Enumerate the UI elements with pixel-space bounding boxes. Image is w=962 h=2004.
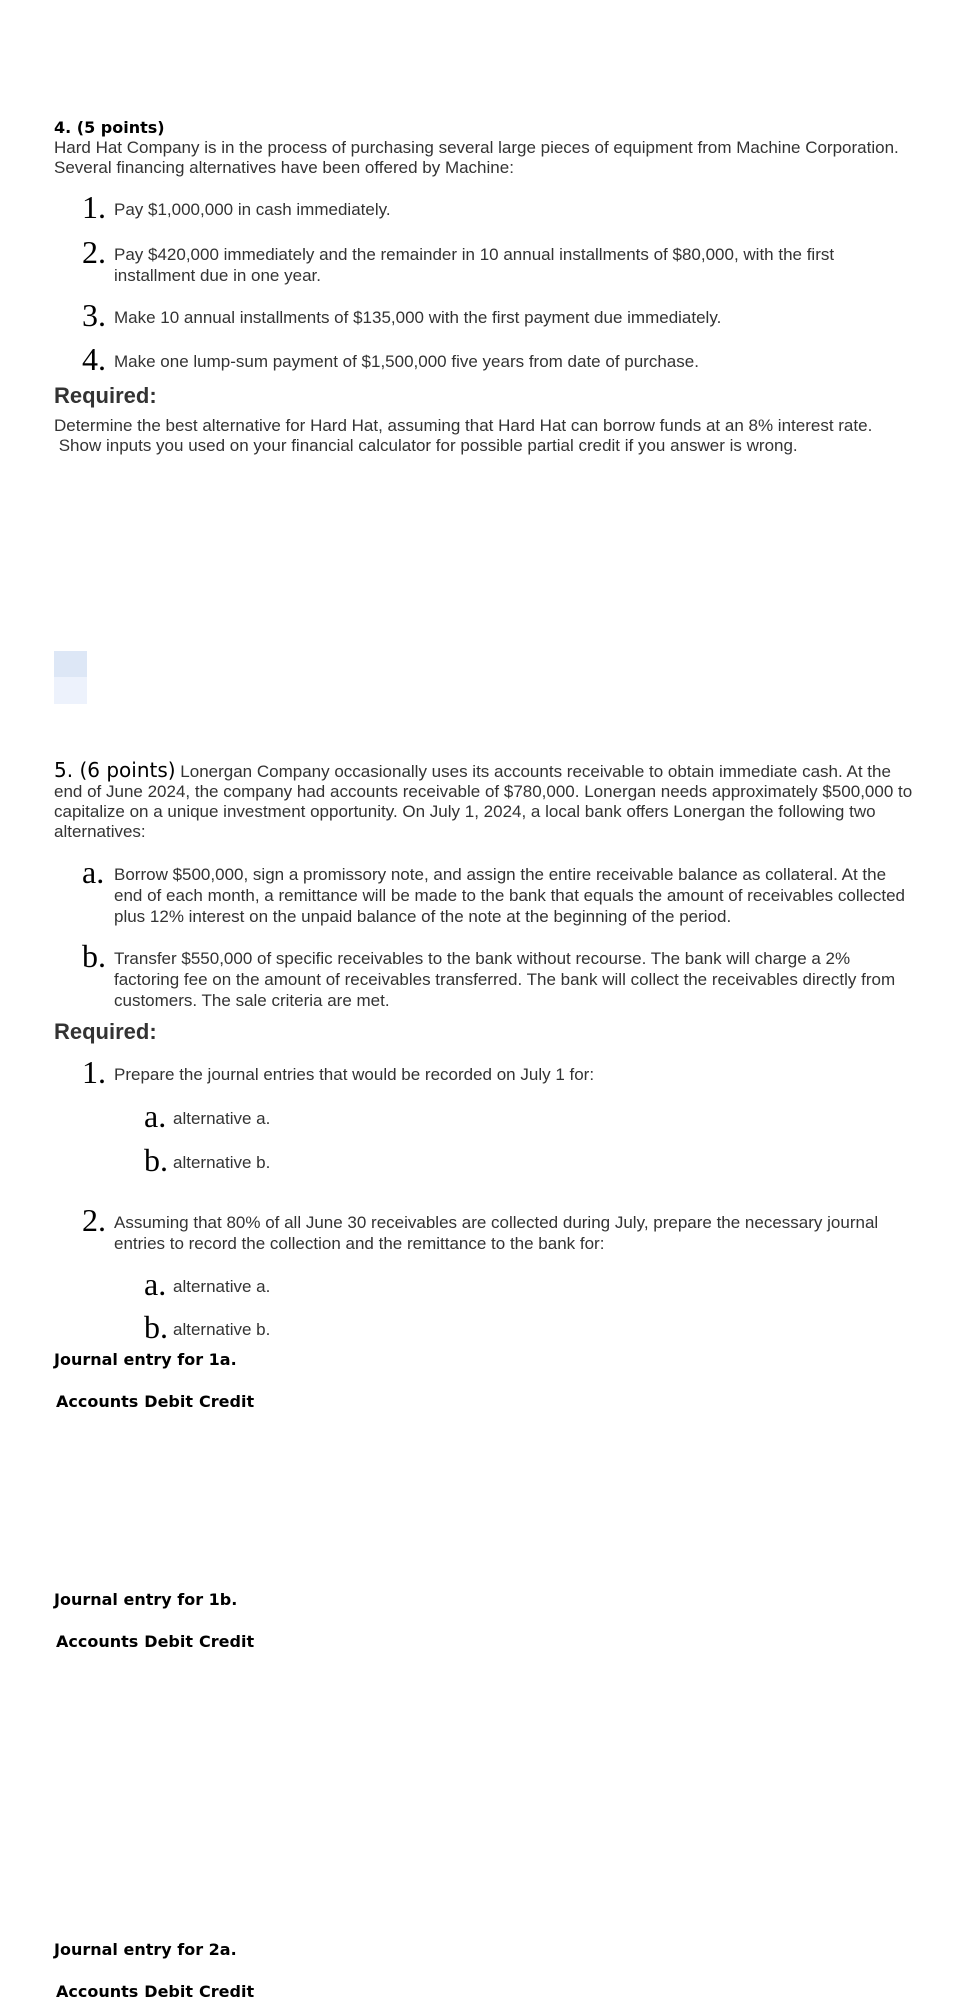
- journal-header-row: [54, 1392, 914, 1411]
- list-letter: a.: [144, 1098, 167, 1134]
- list-text: Make 10 annual installments of $135,000 with the first payment due immediately.: [114, 308, 722, 327]
- question-5-required: [54, 1019, 914, 1045]
- list-item: [54, 1054, 914, 1090]
- question-5-intro: [54, 760, 914, 842]
- list-item: [54, 1202, 914, 1254]
- list-text: Borrow $500,000, sign a promissory note, and assign the entire receivable balance as collateral. At the end of each month, a remittance will be made to the bank that equals the amount of receivables collected plus 12% interest on the unpaid balance of the note at the beginning of the period.: [114, 865, 905, 926]
- question-5-text: Lonergan Company occasionally uses its accounts receivable to obtain immediate cash. At the end of June 2024, the company had accounts receivable of $780,000. Lonergan needs approximately $500,000 to capitalize on a unique investment opportunity. On July 1, 2024, a local bank offers Lonergan the following two alternatives:: [54, 762, 913, 841]
- list-item: [54, 854, 914, 927]
- question-4-title: 4. (5 points): [54, 118, 165, 137]
- list-item: [54, 1309, 873, 1345]
- list-item: [54, 297, 914, 333]
- list-item: [54, 1142, 873, 1178]
- list-item: [54, 938, 914, 1011]
- list-item: [54, 189, 914, 225]
- answer-box[interactable]: [54, 677, 87, 704]
- list-letter: b.: [82, 938, 106, 974]
- list-item: [54, 1098, 873, 1134]
- column-header-credit: Credit: [199, 1392, 255, 1411]
- list-letter: a.: [144, 1266, 167, 1302]
- journal-title: Journal entry for 1b.: [54, 1590, 238, 1609]
- column-header-debit: Debit: [144, 1392, 194, 1411]
- list-number: 3.: [82, 297, 106, 333]
- list-number: 2.: [82, 234, 106, 270]
- journal-title: Journal entry for 2a.: [54, 1940, 237, 1959]
- list-number: 2.: [82, 1202, 106, 1238]
- journal-header-row: [54, 1632, 914, 1651]
- column-header-credit: Credit: [199, 1632, 255, 1651]
- list-number: 4.: [82, 341, 106, 377]
- list-text: Make one lump-sum payment of $1,500,000 five years from date of purchase.: [114, 352, 699, 371]
- list-text: Pay $1,000,000 in cash immediately.: [114, 200, 391, 219]
- journal-entry-1a: [54, 1350, 914, 1411]
- list-item: [54, 234, 914, 286]
- question-4-required: [54, 383, 914, 456]
- list-text: Assuming that 80% of all June 30 receivables are collected during July, prepare the necessary journal entries to record the collection and the remittance to the bank for:: [114, 1213, 879, 1253]
- answer-box[interactable]: [54, 651, 87, 677]
- list-text: Pay $420,000 immediately and the remainder in 10 annual installments of $80,000, with the first installment due in one year.: [114, 245, 835, 285]
- question-5-title: 5. (6 points): [54, 758, 176, 782]
- list-letter: a.: [82, 854, 105, 890]
- column-header-debit: Debit: [144, 1982, 194, 2001]
- journal-title: Journal entry for 1a.: [54, 1350, 237, 1369]
- question-5: [54, 760, 914, 842]
- list-number: 1.: [82, 1054, 106, 1090]
- list-text: alternative b.: [173, 1320, 271, 1339]
- question-4: [54, 118, 914, 178]
- list-number: 1.: [82, 189, 106, 225]
- list-text: Transfer $550,000 of specific receivables to the bank without recourse. The bank will charge a 2% factoring fee on the amount of receivables transferred. The bank will collect the receivables directly from customers. The sale criteria are met.: [114, 949, 896, 1010]
- column-header-accounts: Accounts: [56, 1982, 139, 2001]
- journal-entry-2a: [54, 1940, 914, 2001]
- list-letter: b.: [144, 1309, 168, 1345]
- list-text: alternative b.: [173, 1153, 271, 1172]
- question-4-intro: Hard Hat Company is in the process of purchasing several large pieces of equipment from Machine Corporation. Several financing alternatives have been offered by Machine:: [54, 138, 899, 177]
- column-header-debit: Debit: [144, 1632, 194, 1651]
- list-text: alternative a.: [173, 1109, 271, 1128]
- list-text: alternative a.: [173, 1277, 271, 1296]
- journal-entry-1b: [54, 1590, 914, 1651]
- column-header-credit: Credit: [199, 1982, 255, 2001]
- column-header-accounts: Accounts: [56, 1392, 139, 1411]
- list-text: Prepare the journal entries that would be recorded on July 1 for:: [114, 1065, 595, 1084]
- column-header-accounts: Accounts: [56, 1632, 139, 1651]
- required-heading: Required:: [54, 383, 157, 408]
- journal-header-row: [54, 1982, 914, 2001]
- required-text: Determine the best alternative for Hard Hat, assuming that Hard Hat can borrow funds at an 8% interest rate.: [54, 416, 873, 435]
- required-text: Show inputs you used on your financial calculator for possible partial credit if you answer is wrong.: [54, 436, 798, 455]
- required-heading: Required:: [54, 1019, 157, 1044]
- list-item: [54, 341, 914, 377]
- list-letter: b.: [144, 1142, 168, 1178]
- list-item: [54, 1266, 873, 1302]
